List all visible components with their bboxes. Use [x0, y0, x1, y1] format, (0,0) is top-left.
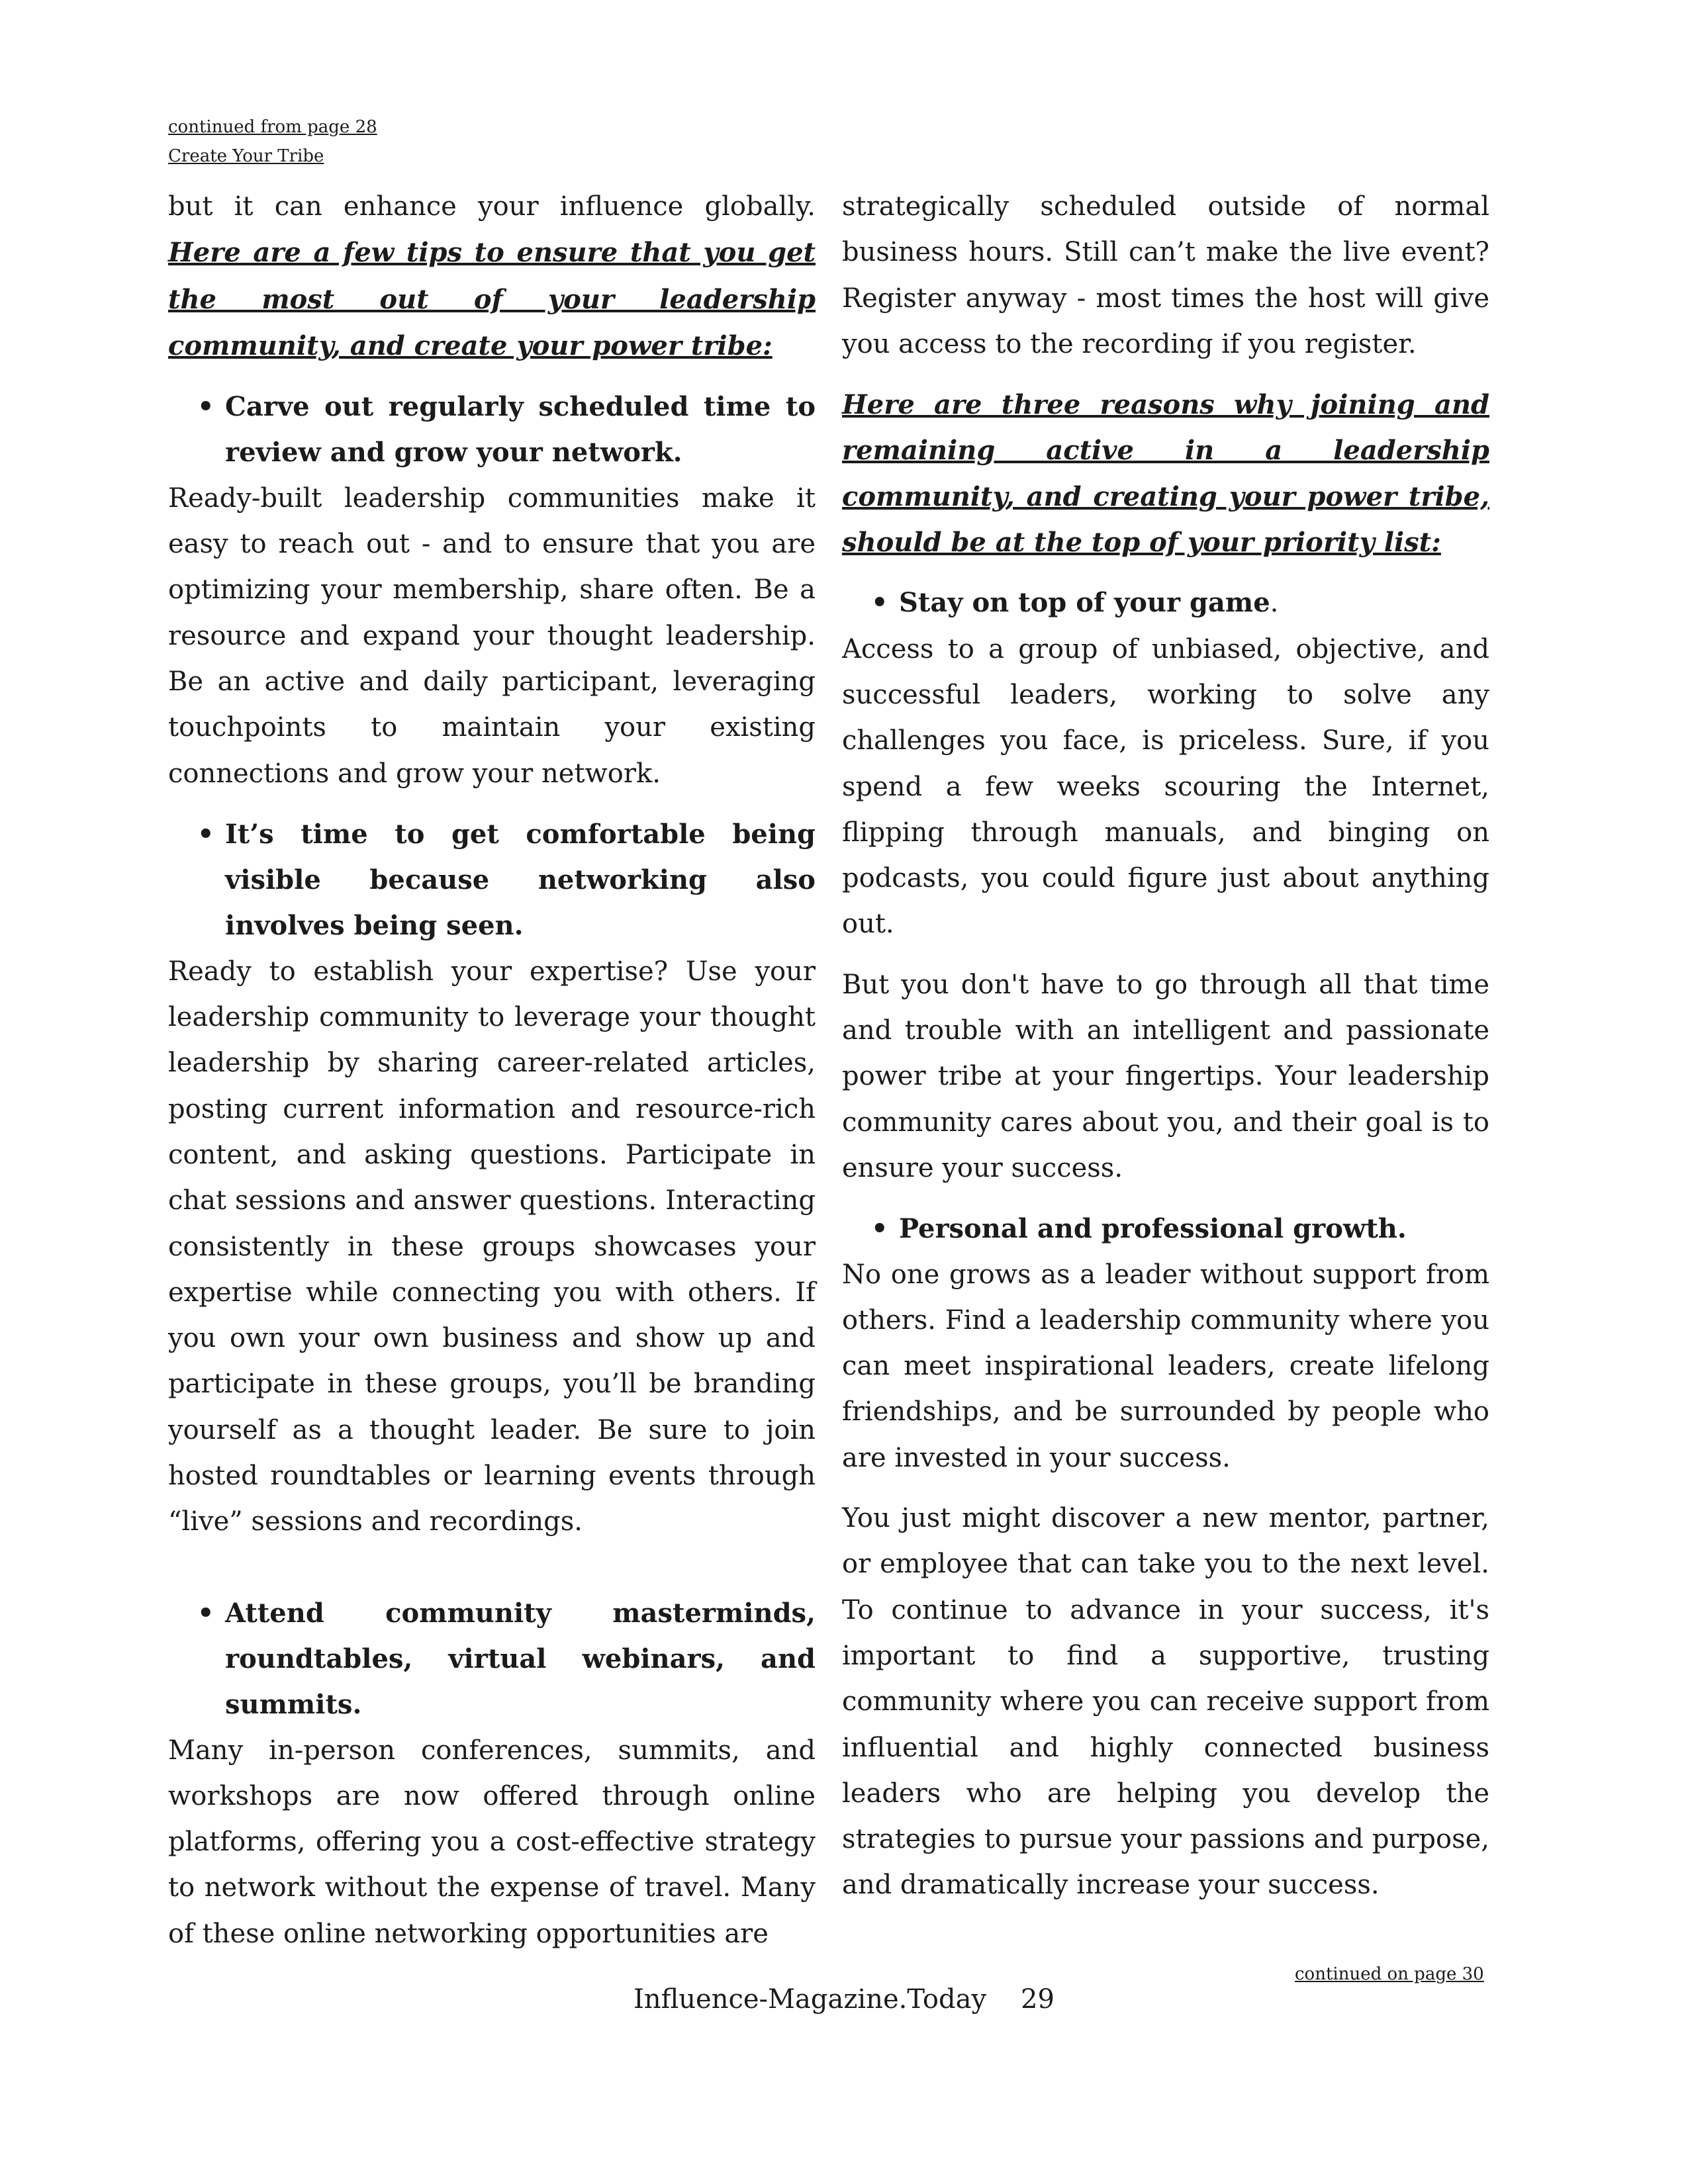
bullet-text: Attend community masterminds, roundtables, virtual webinars, and summits. [225, 1597, 816, 1721]
reasons-heading: Here are three reasons why joining and remaining active in a leadership community, and creating your power tribe, should be at the top of your priority list: [842, 389, 1489, 559]
left-column [168, 184, 816, 1957]
bullet-text: Personal and professional growth. [899, 1213, 1407, 1245]
bullet-dot-icon: • [871, 587, 888, 619]
bullet-dot-icon: • [871, 1213, 888, 1245]
continued-on-link[interactable]: continued on page 30 [1295, 1964, 1484, 1984]
page-number: 29 [1021, 1984, 1055, 2015]
page-footer [0, 1984, 1688, 2015]
paragraph-register: strategically scheduled outside of normal business hours. Still can’t make the live event? Register anyway - most times the host will give you access to the recording if you register. [842, 191, 1489, 359]
bullet-dot-icon: • [197, 391, 214, 423]
paragraph-expertise: Ready to establish your expertise? Use your leadership community to leverage your thought leadership by sharing career-related articles, posting current information and resource-rich content, and asking questions. Participate in chat sessions and answer questions. Interacting consistently in these groups showcases your expertise while connecting you with others. If you own your own business and show up and participate in these groups, you’ll be branding yourself as a thought leader. Be sure to join hosted roundtables or learning events through “live” sessions and recordings. [168, 956, 816, 1537]
page-header [168, 113, 377, 171]
bullet-dot-icon: • [197, 1597, 214, 1629]
bullet-text: Stay on top of your game [899, 587, 1270, 619]
intro-paragraph [168, 184, 816, 369]
paragraph-access: Access to a group of unbiased, objective, and successful leaders, working to solve any challenges you face, is priceless. Sure, if you spend a few weeks scouring the Internet, flipping through manuals, and binging on podcasts, you could figure just about anything out. [842, 633, 1489, 940]
continued-from-link[interactable]: continued from page 28 [168, 117, 377, 137]
spacer [168, 1560, 816, 1590]
section-title-link[interactable]: Create Your Tribe [168, 146, 324, 166]
site-name: Influence-Magazine.Today [633, 1984, 987, 2015]
bullet-attend-events [168, 1590, 816, 1728]
bullet-stay-on-top [842, 580, 1489, 626]
bullet-text: It’s time to get comfortable being visible because networking also involves being seen. [225, 818, 816, 942]
bullet-growth [842, 1206, 1489, 1251]
intro-text: but it can enhance your influence globally. [168, 191, 816, 222]
bullet-schedule-time [168, 384, 816, 476]
bullet-text: Carve out regularly scheduled time to review and grow your network. [225, 391, 816, 469]
paragraph-grow-leader: No one grows as a leader without support from others. Find a leadership community where you can meet inspirational leaders, create lifelong friendships, and be surrounded by people who are invested in your success. [842, 1259, 1489, 1473]
paragraph-power-tribe: But you don't have to go through all that time and trouble with an intelligent and passionate power tribe at your fingertips. Your leadership community cares about you, and their goal is to ensure your success. [842, 969, 1489, 1183]
bullet-tail: . [1270, 588, 1279, 619]
bullet-be-visible [168, 811, 816, 949]
right-column [842, 184, 1489, 1923]
bullet-dot-icon: • [197, 818, 214, 850]
paragraph-ready-built: Ready-built leadership communities make it easy to reach out - and to ensure that you are optimizing your membership, share often. Be a resource and expand your thought leadership. Be an active and daily participant, leveraging touchpoints to maintain your existing connections and grow your network. [168, 482, 816, 789]
paragraph-online-events: Many in-person conferences, summits, and workshops are now offered through online platforms, offering you a cost-effective strategy to network without the expense of travel. Many of these online networking opportunities are [168, 1735, 816, 1949]
tips-heading: Here are a few tips to ensure that you get the most out of your leadership community, and create your power tribe: [168, 237, 816, 361]
paragraph-mentor: You just might discover a new mentor, partner, or employee that can take you to the next level. To continue to advance in your success, it's important to find a supportive, trusting community where you can receive support from influential and highly connected business leaders who are helping you develop the strategies to pursue your passions and purpose, and dramatically increase your success. [842, 1503, 1489, 1901]
